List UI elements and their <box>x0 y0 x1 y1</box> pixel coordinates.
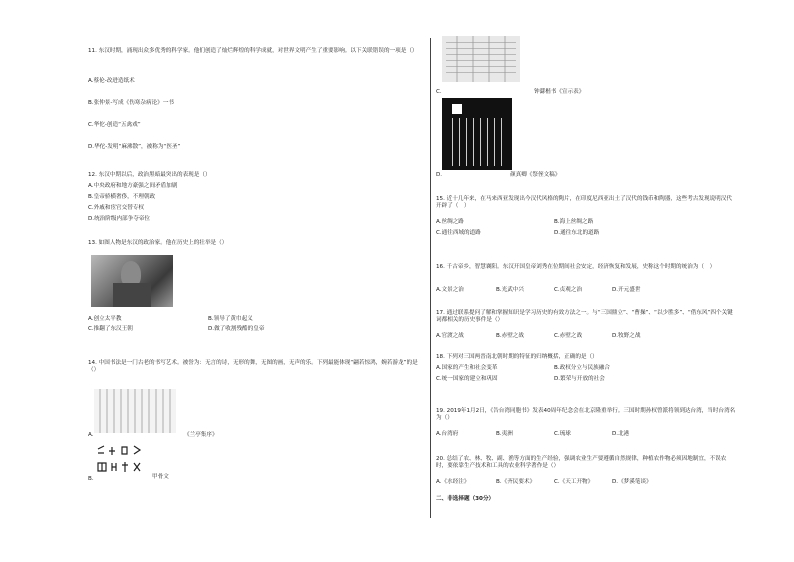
question-11 <box>88 48 418 150</box>
warrior-portrait-image <box>91 255 173 307</box>
section-2-heading: 二、非选择题（30分） <box>436 496 495 502</box>
option-b-caption: 甲骨文 <box>152 474 169 480</box>
calligraphy-jizhiwengao-image <box>442 98 512 170</box>
option-d: D.牧野之战 <box>612 333 641 339</box>
option-d: D.开元盛世 <box>612 287 641 293</box>
question-stem: 12. 东汉中期以后，政治黑暗最突出的表现是（） <box>88 172 211 178</box>
option-b: B.光武中兴 <box>496 287 524 293</box>
option-a: A.官渡之战 <box>436 333 464 339</box>
option-a: A.蔡伦-改进造纸术 <box>88 78 135 84</box>
option-d-caption: 颜真卿《祭侄文稿》 <box>510 172 561 178</box>
option-d: D.统治阶级内部争夺帝位 <box>88 216 151 222</box>
option-c-label: C. <box>436 89 442 95</box>
question-stem: 17. 通过联系提问了解和掌握知识是学习历史的有效方法之一。与“三国鼎立”、“曹操”、“以少胜多”、“借东风”四个关键词都相关的历史事件是（） <box>436 310 733 323</box>
question-stem: 19. 2019年1月2日，《告台湾同胞书》发表40周年纪念会在北京隆重举行。三国时期孙权曾派将领到达台湾，当时台湾名为（） <box>436 408 736 421</box>
option-c: C.华佗-创造“五禽戏” <box>88 122 141 128</box>
question-15 <box>436 196 736 236</box>
option-c: C.赤壁之战 <box>554 333 583 339</box>
question-20 <box>436 456 736 485</box>
option-d: D.通往东北的道路 <box>554 230 600 236</box>
option-b: B.《齐民要术》 <box>496 479 536 485</box>
option-d: D.华佗-发明“麻沸散”，被称为“医圣” <box>88 144 181 150</box>
option-d-label: D. <box>436 172 443 178</box>
option-b: B.赤壁之战 <box>496 333 524 339</box>
question-stem: 15. 近十几年来，在马来西亚发现出今汉代风格的陶片，在印度尼西亚出土了汉代的钱币和陶器，这些考古发现说明汉代开辟了（ ） <box>436 196 732 209</box>
option-b: B.政权分立与民族融合 <box>554 365 610 371</box>
question-12 <box>88 172 418 222</box>
question-stem: 13. 如图人物是东汉的政治家。他在历史上的壮举是（） <box>88 240 228 246</box>
option-c: C.贞观之治 <box>554 287 583 293</box>
option-a-caption: 《兰亭集序》 <box>184 432 218 438</box>
question-14 <box>88 360 418 482</box>
option-c: C.通往西域的道路 <box>436 230 481 236</box>
question-17 <box>436 310 736 339</box>
option-a: A.创立太平教 <box>88 316 122 322</box>
column-divider <box>430 38 431 518</box>
option-c: C.琉球 <box>554 431 571 437</box>
question-19 <box>436 408 736 437</box>
question-stem: 11. 东汉时期，涌现出众多优秀的科学家。他们创造了灿烂辉煌的科学成就，对世界文明产生了重要影响。以下关联错误的一项是（） <box>88 48 418 54</box>
option-c: C.统一国家的建立和巩固 <box>436 376 498 382</box>
option-d: D.做了收割残酷的皇帝 <box>208 326 265 332</box>
question-16 <box>436 264 736 293</box>
question-stem: 16. 千古帝乡，智慧襄阳。东汉开国皇帝刘秀在位期间社会安定，经济恢复和发展，史称这个时期的统治为（ ） <box>436 264 716 270</box>
option-b: B.张仲景-写成《伤寒杂病论》一书 <box>88 100 174 106</box>
option-c: C.推翻了东汉王朝 <box>88 326 133 332</box>
option-a: A.丝绸之路 <box>436 219 464 225</box>
option-a: A.文景之治 <box>436 287 464 293</box>
option-b: B.海上丝绸之路 <box>554 219 594 225</box>
option-c: C.《天工开物》 <box>554 479 594 485</box>
option-c-caption: 钟繇楷书《宣示表》 <box>534 89 585 95</box>
calligraphy-xuanshibiao-image <box>442 36 520 82</box>
option-d: D.北港 <box>612 431 630 437</box>
oracle-bone-script-image <box>94 443 154 479</box>
option-a: A.中央政府和地方豪强之间矛盾加剧 <box>88 183 178 189</box>
option-b-label: B. <box>88 476 94 482</box>
option-b: B.皇帝骄横奢侈，不理朝政 <box>88 194 156 200</box>
option-d: D.《梦溪笔谈》 <box>612 479 652 485</box>
option-a-label: A. <box>88 432 94 438</box>
question-stem: 20. 总结了农、林、牧、副、渔等方面的生产经验，强调农业生产要遵循自然规律，种植农作物必须因地制宜，不误农时，要依靠生产技术和工具的农业科学著作是（） <box>436 456 727 469</box>
question-stem: 14. 中国书法是一门古老的书写艺术。被誉为：无言的诗，无形的舞，无图的画，无声的乐。下列最能体现“翩若惊鸿，婉若游龙”的是（） <box>88 360 418 373</box>
option-c: C.外戚和宦官交替专权 <box>88 205 145 211</box>
option-b: B.领导了黄巾起义 <box>208 316 253 322</box>
option-a: A.台湾府 <box>436 431 459 437</box>
option-a: A.国家的产生和社会变革 <box>436 365 498 371</box>
option-a: A.《水经注》 <box>436 479 470 485</box>
question-18 <box>436 354 736 382</box>
question-stem: 18. 下列对三国两晋南北朝时期的特征的归纳概括，正确的是（） <box>436 354 598 360</box>
question-13 <box>88 240 418 332</box>
option-b: B.夷洲 <box>496 431 513 437</box>
calligraphy-lanting-image <box>94 389 176 433</box>
option-d: D.繁荣与开放的社会 <box>554 376 605 382</box>
